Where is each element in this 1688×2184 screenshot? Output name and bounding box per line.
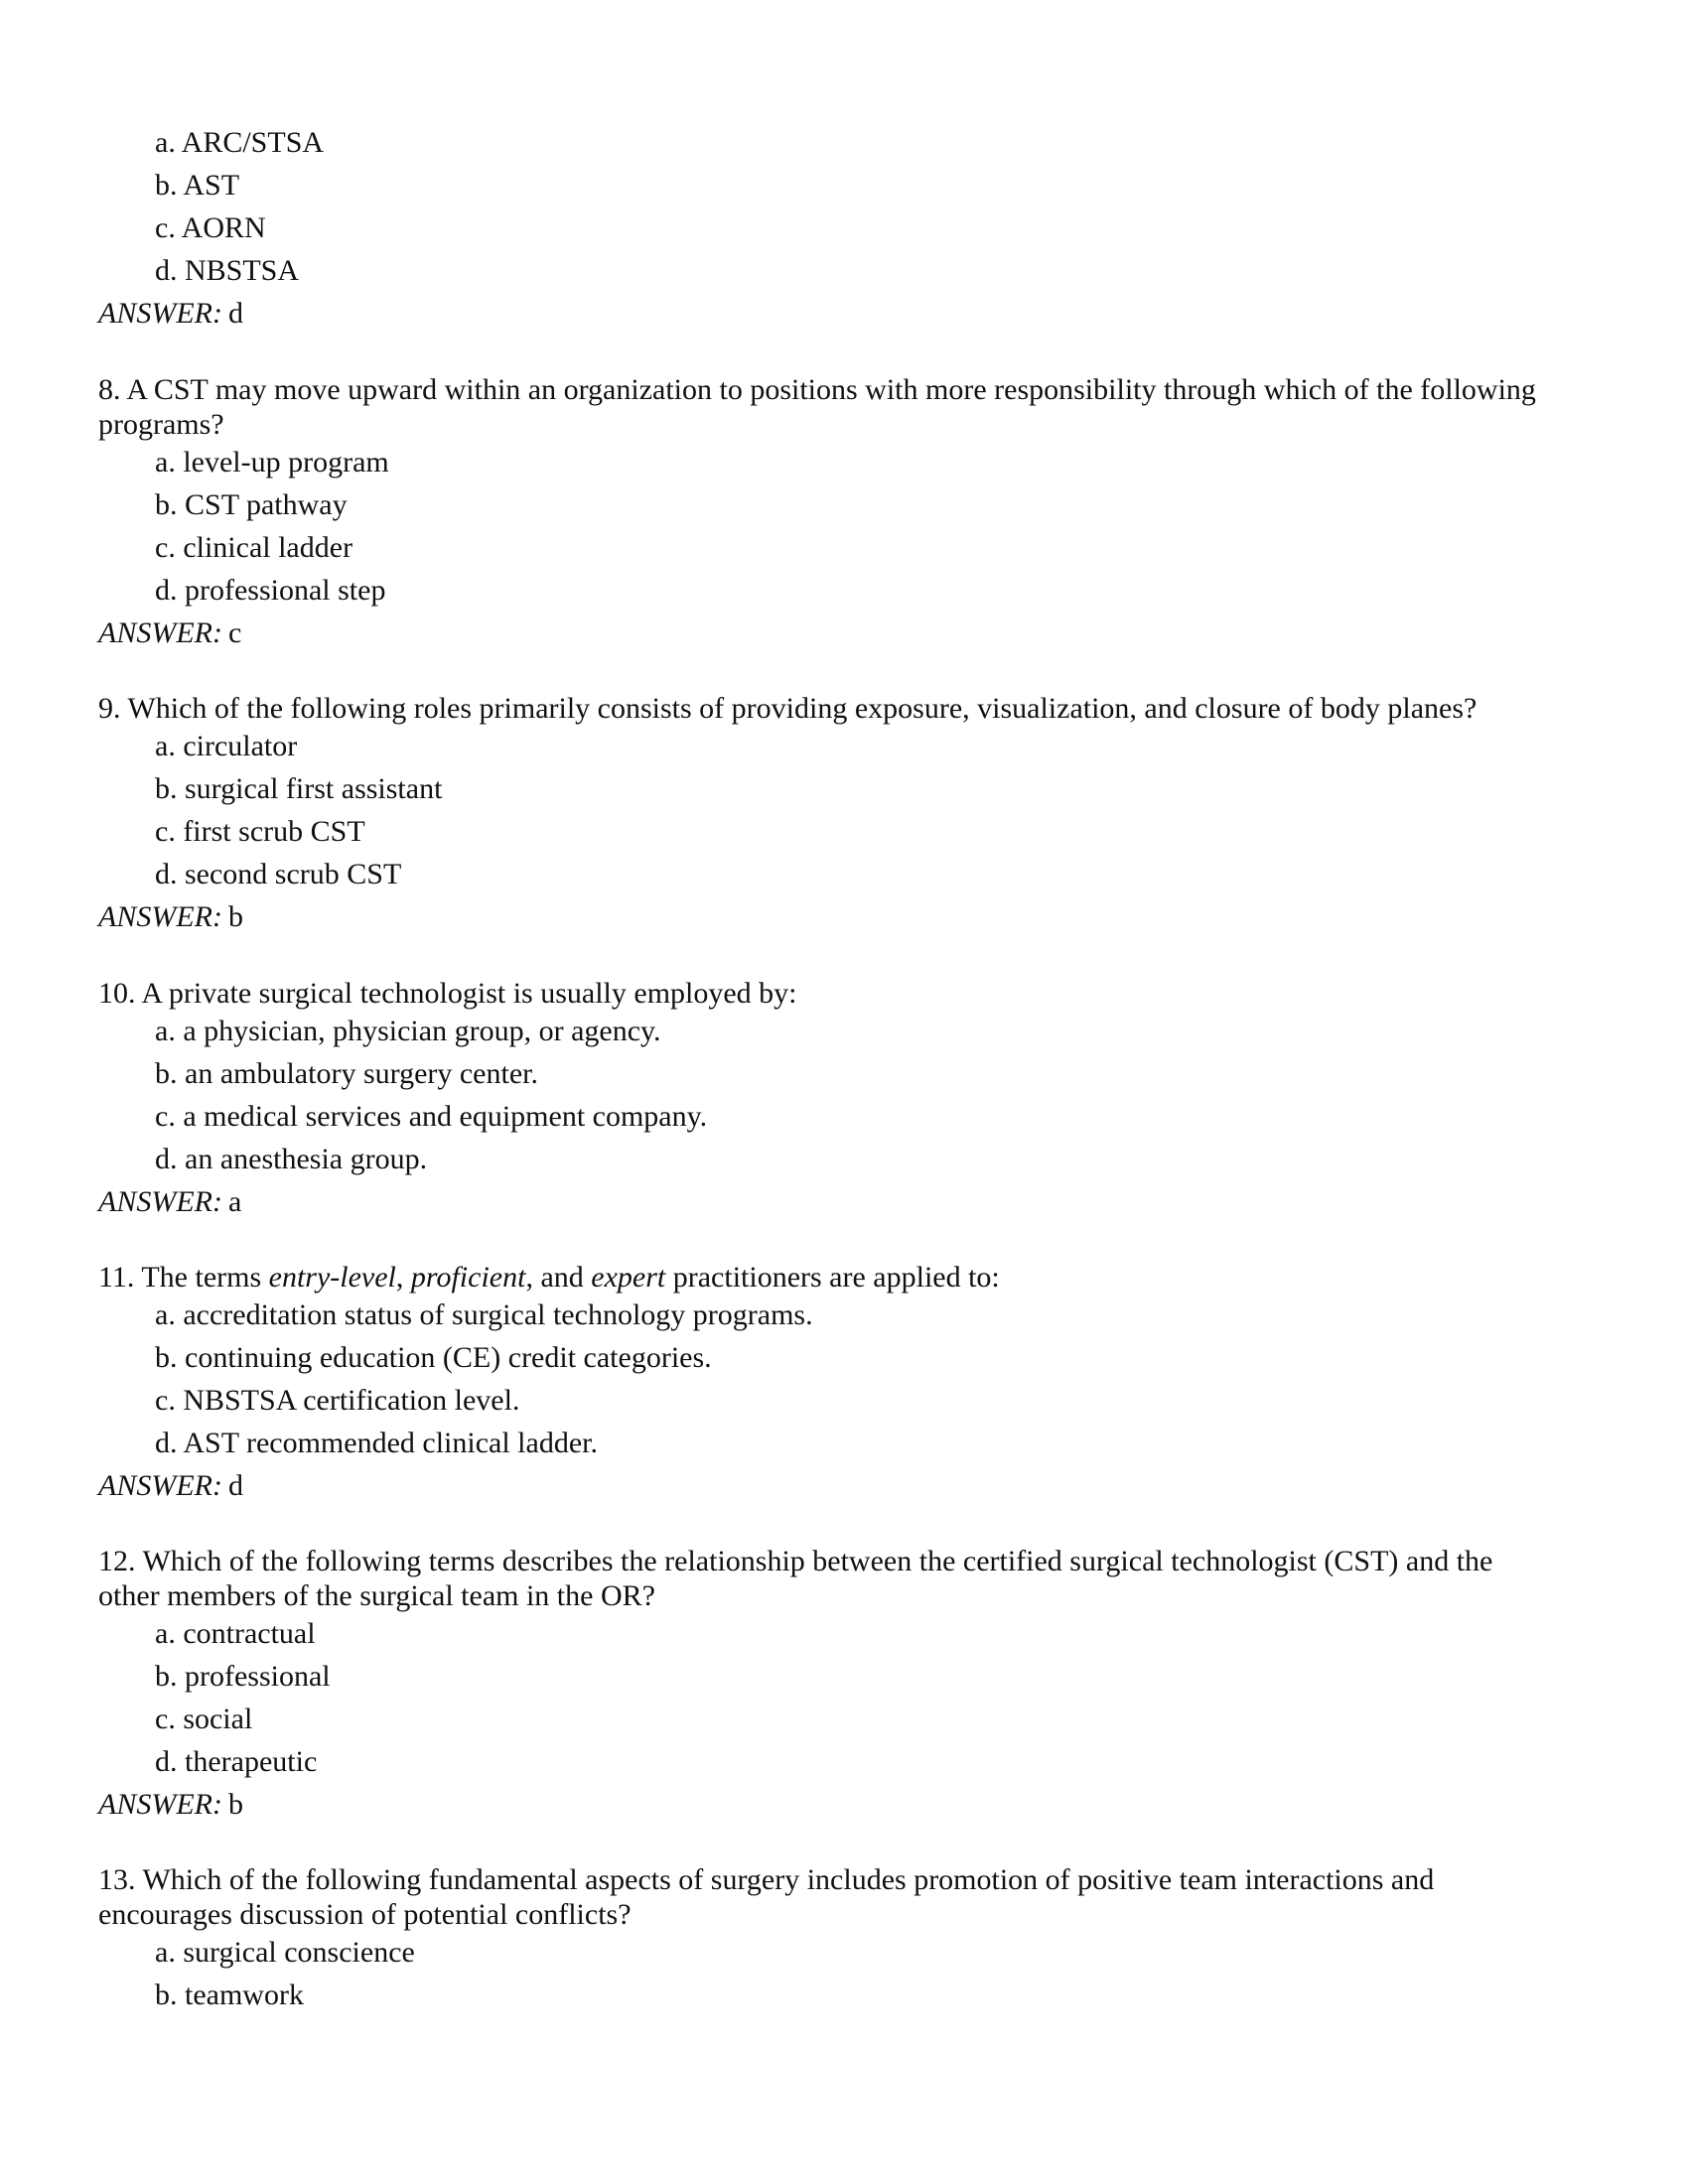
- q7-option-c: c. AORN: [155, 211, 266, 244]
- q10-option-c: c. a medical services and equipment company.: [155, 1100, 708, 1133]
- answer-value: b: [227, 1788, 243, 1821]
- q11-option-a: a. accreditation status of surgical technology programs.: [155, 1298, 813, 1331]
- q10-option-a: a. a physician, physician group, or agency.: [155, 1015, 661, 1047]
- q11-option-c: c. NBSTSA certification level.: [155, 1384, 520, 1417]
- q13-stem-line2: encourages discussion of potential conflicts?: [98, 1898, 632, 1931]
- q12-option-c: c. social: [155, 1703, 253, 1735]
- answer-value: c: [227, 616, 242, 649]
- q7-option-b: b. AST: [155, 169, 240, 202]
- q11-option-d: d. AST recommended clinical ladder.: [155, 1427, 598, 1459]
- q8-option-b: b. CST pathway: [155, 488, 348, 521]
- q11-answer: [98, 1469, 243, 1503]
- q9-answer: [98, 900, 243, 934]
- q11-stem-part: practitioners are applied to:: [665, 1261, 1000, 1294]
- q8-stem-line2: programs?: [98, 408, 224, 441]
- q12-option-b: b. professional: [155, 1660, 331, 1693]
- answer-label: ANSWER:: [98, 1185, 222, 1218]
- q9-option-b: b. surgical first assistant: [155, 772, 443, 805]
- q10-option-b: b. an ambulatory surgery center.: [155, 1057, 538, 1090]
- q12-option-a: a. contractual: [155, 1617, 316, 1650]
- q11-term-entry-level: entry-level: [268, 1261, 396, 1294]
- q9-stem-line1: 9. Which of the following roles primarily consists of providing exposure, visualization, and closure of body planes?: [98, 692, 1477, 725]
- q8-stem-line1: 8. A CST may move upward within an organization to positions with more responsibility through which of the following: [98, 373, 1536, 406]
- answer-label: ANSWER:: [98, 616, 222, 649]
- q8-option-a: a. level-up program: [155, 446, 389, 478]
- q8-option-c: c. clinical ladder: [155, 531, 353, 564]
- answer-value: d: [227, 1469, 243, 1502]
- q9-option-d: d. second scrub CST: [155, 858, 402, 890]
- answer-value: d: [227, 297, 243, 330]
- q11-term-expert: expert: [591, 1261, 666, 1294]
- answer-label: ANSWER:: [98, 1788, 222, 1821]
- q9-option-a: a. circulator: [155, 730, 298, 762]
- q7-option-a: a. ARC/STSA: [155, 126, 325, 159]
- q7-option-d: d. NBSTSA: [155, 254, 300, 287]
- answer-label: ANSWER:: [98, 297, 222, 330]
- q13-option-a: a. surgical conscience: [155, 1936, 415, 1969]
- q12-answer: [98, 1788, 243, 1822]
- answer-value: b: [227, 900, 243, 933]
- q13-option-b: b. teamwork: [155, 1979, 304, 2011]
- q13-stem-line1: 13. Which of the following fundamental aspects of surgery includes promotion of positive team interactions and: [98, 1863, 1435, 1896]
- q10-option-d: d. an anesthesia group.: [155, 1143, 428, 1175]
- q12-stem-line1: 12. Which of the following terms describes the relationship between the certified surgical technologist (CST) and the: [98, 1545, 1493, 1577]
- answer-value: a: [227, 1185, 242, 1218]
- q8-answer: [98, 616, 241, 650]
- q7-answer: [98, 297, 243, 331]
- q12-option-d: d. therapeutic: [155, 1745, 318, 1778]
- q12-stem-line2: other members of the surgical team in the OR?: [98, 1579, 655, 1612]
- q11-stem-part: 11. The terms: [98, 1261, 269, 1294]
- answer-label: ANSWER:: [98, 1469, 222, 1502]
- q10-stem-line1: 10. A private surgical technologist is usually employed by:: [98, 977, 797, 1010]
- q11-stem-part: ,: [395, 1261, 411, 1294]
- q11-term-proficient: proficient: [410, 1261, 526, 1294]
- q10-answer: [98, 1185, 241, 1219]
- q11-option-b: b. continuing education (CE) credit categories.: [155, 1341, 712, 1374]
- q11-stem-part: , and: [525, 1261, 592, 1294]
- q11-stem-line1: [98, 1261, 1000, 1295]
- q9-option-c: c. first scrub CST: [155, 815, 365, 848]
- q8-option-d: d. professional step: [155, 574, 386, 607]
- answer-label: ANSWER:: [98, 900, 222, 933]
